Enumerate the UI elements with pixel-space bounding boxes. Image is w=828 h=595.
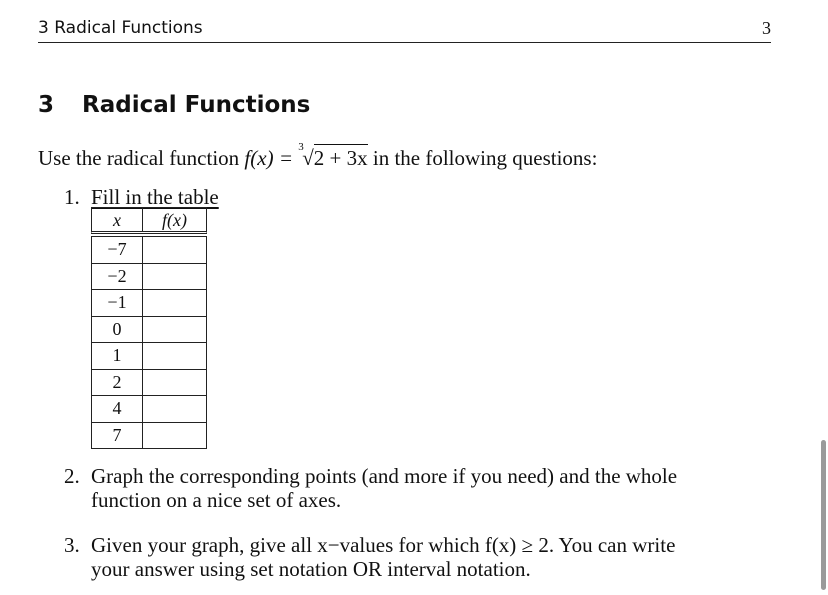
question-2-text — [91, 464, 677, 512]
question-2-marker: 2. — [64, 464, 80, 488]
running-head-title: 3 Radical Functions — [38, 18, 203, 38]
table-row — [91, 264, 207, 291]
table-cell-fx-blank[interactable] — [143, 370, 206, 396]
table-row — [91, 370, 207, 397]
table-cell-x: −2 — [92, 264, 143, 290]
table-cell-fx-blank[interactable] — [143, 264, 206, 290]
table-row — [91, 396, 207, 423]
table-cell-fx-blank[interactable] — [143, 396, 206, 422]
table-cell-x: 0 — [92, 317, 143, 343]
question-2-line-1: Graph the corresponding points (and more if you need) and the whole — [91, 464, 678, 488]
table-cell-fx-blank[interactable] — [143, 423, 206, 449]
table-cell-x: 1 — [92, 343, 143, 369]
running-head — [38, 18, 771, 43]
scrollbar-thumb[interactable] — [821, 440, 826, 590]
function-lhs: f(x) = — [244, 146, 299, 170]
table-cell-x: −1 — [92, 290, 143, 316]
table-cell-fx-blank[interactable] — [143, 237, 206, 263]
question-3-line-2: your answer using set notation OR interval notation. — [91, 557, 531, 581]
table-header-x: x — [92, 208, 143, 231]
table-row — [91, 237, 207, 264]
radicand: 2 + 3x — [313, 146, 368, 170]
radical-index: 3 — [298, 141, 304, 153]
table-header-row — [91, 207, 207, 234]
table-cell-x: −7 — [92, 237, 143, 263]
intro-text-after: in the following questions: — [367, 146, 598, 170]
question-3-marker: 3. — [64, 533, 80, 557]
table-cell-fx-blank[interactable] — [143, 317, 206, 343]
question-1-text: Fill in the table — [91, 185, 219, 209]
question-2-line-2: function on a nice set of axes. — [91, 488, 342, 512]
table-row — [91, 317, 207, 344]
table-row — [91, 343, 207, 370]
section-number: 3 — [38, 92, 55, 118]
table-row — [91, 423, 207, 450]
table-cell-x: 7 — [92, 423, 143, 449]
radical-sign: √ — [302, 146, 314, 170]
intro-paragraph — [38, 141, 598, 171]
question-3-text — [91, 533, 675, 581]
table-header-fx: f(x) — [162, 210, 187, 230]
page-number: 3 — [762, 18, 771, 38]
section-title: Radical Functions — [82, 92, 311, 118]
question-3-line-1: Given your graph, give all x−values for which f(x) ≥ 2. You can write — [91, 533, 676, 557]
table-row — [91, 290, 207, 317]
values-table — [91, 207, 207, 449]
question-1-marker: 1. — [64, 185, 80, 209]
intro-text-before: Use the radical function — [38, 146, 245, 170]
table-cell-fx-blank[interactable] — [143, 290, 206, 316]
table-cell-x: 4 — [92, 396, 143, 422]
table-cell-x: 2 — [92, 370, 143, 396]
cube-root-expression — [298, 141, 368, 171]
table-cell-fx-blank[interactable] — [143, 343, 206, 369]
section-heading — [38, 92, 310, 118]
table-body — [91, 236, 207, 449]
